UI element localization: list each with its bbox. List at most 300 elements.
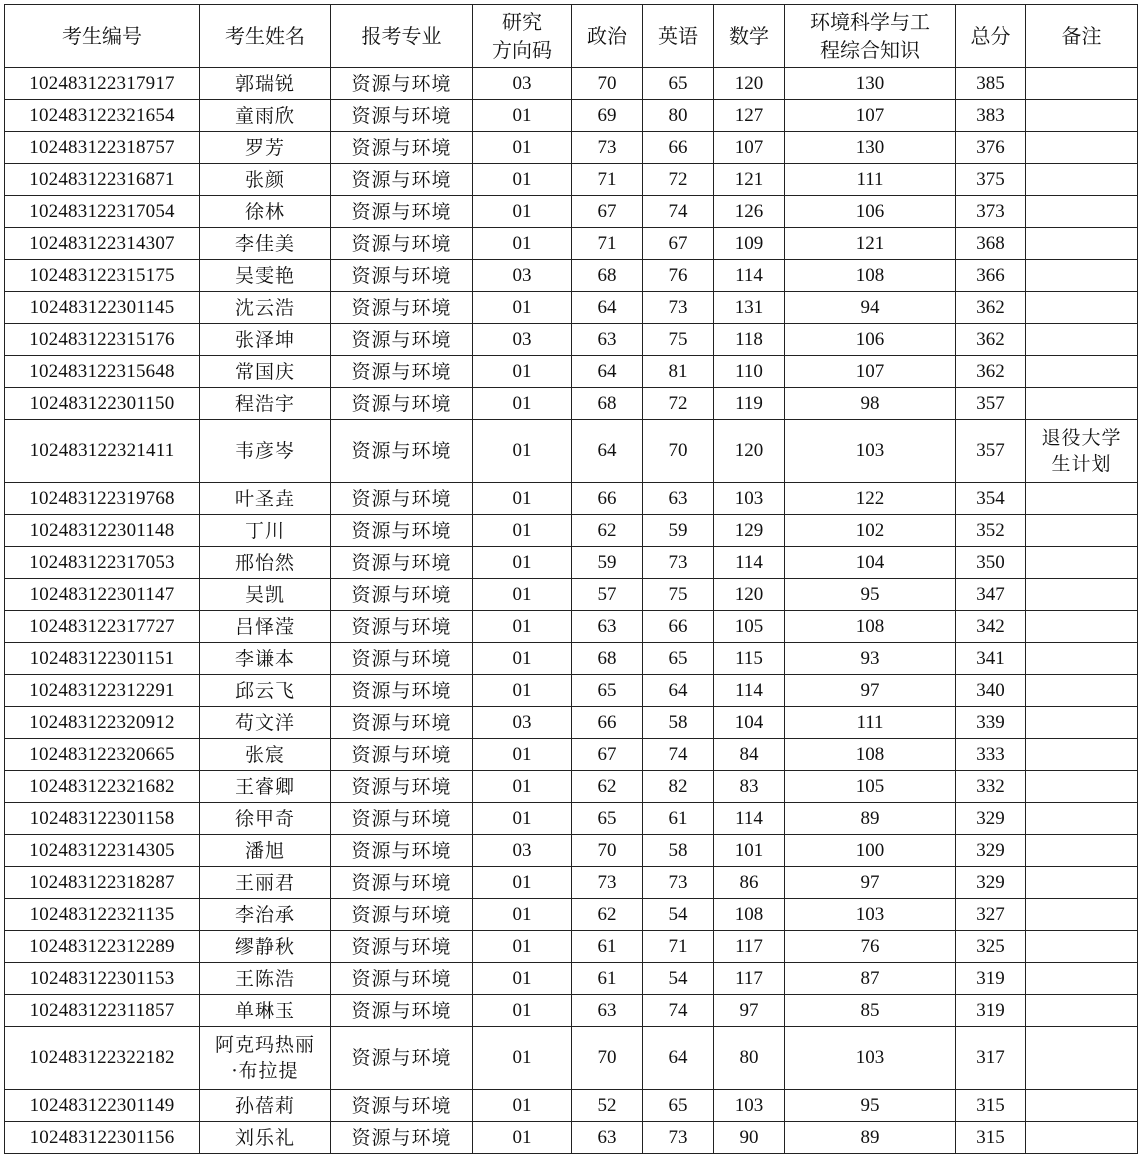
cell-total-score: 315 <box>956 1122 1026 1154</box>
cell-note <box>1026 547 1138 579</box>
cell-politics-score: 64 <box>572 356 643 388</box>
cell-english-score: 63 <box>643 483 714 515</box>
cell-candidate-id: 102483122316871 <box>5 164 200 196</box>
cell-total-score: 354 <box>956 483 1026 515</box>
cell-major: 资源与环境 <box>331 739 473 771</box>
cell-math-score: 103 <box>714 1090 785 1122</box>
cell-note <box>1026 292 1138 324</box>
cell-candidate-id: 102483122314305 <box>5 835 200 867</box>
table-row <box>5 292 1138 324</box>
cell-specialty-score: 106 <box>785 324 956 356</box>
cell-specialty-score: 89 <box>785 803 956 835</box>
cell-specialty-score: 106 <box>785 196 956 228</box>
cell-major: 资源与环境 <box>331 867 473 899</box>
cell-specialty-score: 87 <box>785 963 956 995</box>
table-row <box>5 483 1138 515</box>
cell-candidate-id: 102483122312291 <box>5 675 200 707</box>
cell-candidate-name: 邱云飞 <box>200 675 331 707</box>
table-row <box>5 771 1138 803</box>
cell-direction-code: 03 <box>473 68 572 100</box>
cell-major: 资源与环境 <box>331 835 473 867</box>
cell-english-score: 73 <box>643 867 714 899</box>
cell-math-score: 114 <box>714 547 785 579</box>
cell-specialty-score: 89 <box>785 1122 956 1154</box>
cell-candidate-name: 罗芳 <box>200 132 331 164</box>
header-math: 数学 <box>714 5 785 68</box>
cell-direction-code: 01 <box>473 292 572 324</box>
cell-direction-code: 01 <box>473 196 572 228</box>
table-row <box>5 835 1138 867</box>
cell-english-score: 73 <box>643 1122 714 1154</box>
cell-text-line: 退役大学 <box>1041 427 1122 449</box>
cell-english-score: 54 <box>643 963 714 995</box>
cell-math-score: 86 <box>714 867 785 899</box>
cell-major: 资源与环境 <box>331 803 473 835</box>
cell-english-score: 72 <box>643 164 714 196</box>
table-row <box>5 931 1138 963</box>
cell-candidate-name: 王睿卿 <box>200 771 331 803</box>
cell-politics-score: 65 <box>572 675 643 707</box>
cell-specialty-score: 111 <box>785 164 956 196</box>
cell-politics-score: 67 <box>572 196 643 228</box>
cell-english-score: 65 <box>643 68 714 100</box>
header-english: 英语 <box>643 5 714 68</box>
cell-total-score: 383 <box>956 100 1026 132</box>
cell-major: 资源与环境 <box>331 995 473 1027</box>
cell-major: 资源与环境 <box>331 899 473 931</box>
cell-candidate-name: 潘旭 <box>200 835 331 867</box>
cell-english-score: 71 <box>643 931 714 963</box>
cell-candidate-id: 102483122319768 <box>5 483 200 515</box>
cell-note <box>1026 164 1138 196</box>
cell-math-score: 120 <box>714 68 785 100</box>
header-specialty-line2: 程综合知识 <box>820 38 920 62</box>
cell-math-score: 105 <box>714 611 785 643</box>
cell-major: 资源与环境 <box>331 963 473 995</box>
cell-math-score: 110 <box>714 356 785 388</box>
cell-math-score: 108 <box>714 899 785 931</box>
table-row <box>5 643 1138 675</box>
cell-candidate-name: 单琳玉 <box>200 995 331 1027</box>
cell-note <box>1026 420 1138 483</box>
cell-text-line: 阿克玛热丽 <box>214 1034 315 1056</box>
cell-direction-code: 01 <box>473 995 572 1027</box>
cell-politics-score: 66 <box>572 483 643 515</box>
cell-direction-code: 01 <box>473 228 572 260</box>
cell-total-score: 350 <box>956 547 1026 579</box>
cell-math-score: 118 <box>714 324 785 356</box>
cell-candidate-id: 102483122314307 <box>5 228 200 260</box>
cell-math-score: 126 <box>714 196 785 228</box>
cell-major: 资源与环境 <box>331 643 473 675</box>
cell-english-score: 76 <box>643 260 714 292</box>
cell-direction-code: 01 <box>473 100 572 132</box>
cell-note <box>1026 803 1138 835</box>
cell-note <box>1026 835 1138 867</box>
cell-note <box>1026 515 1138 547</box>
cell-total-score: 362 <box>956 292 1026 324</box>
cell-specialty-score: 122 <box>785 483 956 515</box>
cell-total-score: 329 <box>956 867 1026 899</box>
cell-specialty-score: 97 <box>785 675 956 707</box>
cell-major: 资源与环境 <box>331 579 473 611</box>
header-direction <box>473 5 572 68</box>
cell-specialty-score: 108 <box>785 611 956 643</box>
cell-total-score: 333 <box>956 739 1026 771</box>
cell-note <box>1026 1122 1138 1154</box>
cell-candidate-id: 102483122312289 <box>5 931 200 963</box>
cell-math-score: 119 <box>714 388 785 420</box>
cell-math-score: 101 <box>714 835 785 867</box>
cell-candidate-id: 102483122301151 <box>5 643 200 675</box>
cell-text-line: ·布拉提 <box>231 1060 299 1082</box>
cell-total-score: 376 <box>956 132 1026 164</box>
table-row <box>5 420 1138 483</box>
cell-math-score: 114 <box>714 675 785 707</box>
cell-specialty-score: 95 <box>785 1090 956 1122</box>
cell-english-score: 67 <box>643 228 714 260</box>
cell-note <box>1026 100 1138 132</box>
cell-candidate-name: 吴雯艳 <box>200 260 331 292</box>
cell-direction-code: 01 <box>473 1090 572 1122</box>
table-row <box>5 707 1138 739</box>
cell-english-score: 74 <box>643 995 714 1027</box>
cell-english-score: 61 <box>643 803 714 835</box>
cell-major: 资源与环境 <box>331 547 473 579</box>
cell-specialty-score: 130 <box>785 68 956 100</box>
cell-candidate-name: 吴凯 <box>200 579 331 611</box>
cell-total-score: 342 <box>956 611 1026 643</box>
cell-candidate-id: 102483122317917 <box>5 68 200 100</box>
cell-total-score: 329 <box>956 803 1026 835</box>
cell-major: 资源与环境 <box>331 100 473 132</box>
cell-candidate-id: 102483122301145 <box>5 292 200 324</box>
table-row <box>5 356 1138 388</box>
cell-politics-score: 67 <box>572 739 643 771</box>
cell-total-score: 385 <box>956 68 1026 100</box>
cell-note <box>1026 483 1138 515</box>
table-row <box>5 579 1138 611</box>
cell-total-score: 319 <box>956 963 1026 995</box>
table-row <box>5 739 1138 771</box>
cell-major: 资源与环境 <box>331 707 473 739</box>
table-row <box>5 196 1138 228</box>
cell-english-score: 66 <box>643 132 714 164</box>
header-direction-line1: 研究 <box>502 10 542 34</box>
cell-politics-score: 68 <box>572 388 643 420</box>
cell-candidate-name: 李佳美 <box>200 228 331 260</box>
cell-total-score: 317 <box>956 1027 1026 1090</box>
cell-total-score: 347 <box>956 579 1026 611</box>
cell-candidate-id: 102483122317053 <box>5 547 200 579</box>
cell-english-score: 73 <box>643 292 714 324</box>
cell-candidate-name: 王丽君 <box>200 867 331 899</box>
header-direction-line2: 方向码 <box>492 38 552 62</box>
cell-note <box>1026 356 1138 388</box>
cell-math-score: 107 <box>714 132 785 164</box>
cell-major: 资源与环境 <box>331 515 473 547</box>
cell-total-score: 341 <box>956 643 1026 675</box>
cell-note <box>1026 611 1138 643</box>
cell-candidate-id: 102483122301150 <box>5 388 200 420</box>
cell-specialty-score: 98 <box>785 388 956 420</box>
cell-english-score: 64 <box>643 675 714 707</box>
cell-note <box>1026 260 1138 292</box>
cell-english-score: 54 <box>643 899 714 931</box>
cell-candidate-id: 102483122301147 <box>5 579 200 611</box>
table-row <box>5 995 1138 1027</box>
cell-english-score: 65 <box>643 643 714 675</box>
cell-politics-score: 73 <box>572 132 643 164</box>
cell-english-score: 74 <box>643 739 714 771</box>
cell-note <box>1026 1090 1138 1122</box>
cell-candidate-name: 郭瑞锐 <box>200 68 331 100</box>
cell-candidate-id: 102483122315648 <box>5 356 200 388</box>
cell-note <box>1026 68 1138 100</box>
cell-direction-code: 01 <box>473 164 572 196</box>
cell-specialty-score: 108 <box>785 260 956 292</box>
cell-direction-code: 03 <box>473 835 572 867</box>
cell-math-score: 114 <box>714 803 785 835</box>
cell-direction-code: 01 <box>473 899 572 931</box>
cell-politics-score: 70 <box>572 1027 643 1090</box>
cell-math-score: 120 <box>714 420 785 483</box>
cell-major: 资源与环境 <box>331 196 473 228</box>
cell-note <box>1026 675 1138 707</box>
cell-english-score: 58 <box>643 835 714 867</box>
cell-english-score: 72 <box>643 388 714 420</box>
table-row <box>5 547 1138 579</box>
cell-math-score: 131 <box>714 292 785 324</box>
cell-math-score: 83 <box>714 771 785 803</box>
cell-english-score: 64 <box>643 1027 714 1090</box>
cell-total-score: 327 <box>956 899 1026 931</box>
cell-english-score: 75 <box>643 324 714 356</box>
cell-politics-score: 63 <box>572 611 643 643</box>
cell-direction-code: 01 <box>473 643 572 675</box>
cell-candidate-name: 缪静秋 <box>200 931 331 963</box>
cell-major: 资源与环境 <box>331 420 473 483</box>
cell-total-score: 339 <box>956 707 1026 739</box>
cell-candidate-id: 102483122317727 <box>5 611 200 643</box>
cell-politics-score: 62 <box>572 899 643 931</box>
cell-english-score: 73 <box>643 547 714 579</box>
cell-politics-score: 71 <box>572 228 643 260</box>
cell-major: 资源与环境 <box>331 611 473 643</box>
cell-major: 资源与环境 <box>331 260 473 292</box>
cell-candidate-name: 程浩宇 <box>200 388 331 420</box>
cell-specialty-score: 97 <box>785 867 956 899</box>
cell-major: 资源与环境 <box>331 771 473 803</box>
cell-candidate-name: 李治承 <box>200 899 331 931</box>
cell-math-score: 109 <box>714 228 785 260</box>
cell-politics-score: 68 <box>572 260 643 292</box>
cell-candidate-name: 童雨欣 <box>200 100 331 132</box>
table-row <box>5 260 1138 292</box>
cell-math-score: 117 <box>714 963 785 995</box>
table-row <box>5 675 1138 707</box>
cell-candidate-id: 102483122311857 <box>5 995 200 1027</box>
cell-specialty-score: 103 <box>785 420 956 483</box>
header-politics: 政治 <box>572 5 643 68</box>
cell-specialty-score: 103 <box>785 1027 956 1090</box>
cell-specialty-score: 102 <box>785 515 956 547</box>
cell-candidate-id: 102483122317054 <box>5 196 200 228</box>
cell-candidate-name: 常国庆 <box>200 356 331 388</box>
table-row <box>5 867 1138 899</box>
cell-specialty-score: 111 <box>785 707 956 739</box>
cell-note <box>1026 771 1138 803</box>
cell-english-score: 80 <box>643 100 714 132</box>
cell-math-score: 115 <box>714 643 785 675</box>
cell-total-score: 329 <box>956 835 1026 867</box>
cell-direction-code: 01 <box>473 579 572 611</box>
cell-total-score: 340 <box>956 675 1026 707</box>
cell-major: 资源与环境 <box>331 1027 473 1090</box>
cell-math-score: 90 <box>714 1122 785 1154</box>
table-row <box>5 68 1138 100</box>
cell-major: 资源与环境 <box>331 675 473 707</box>
cell-major: 资源与环境 <box>331 68 473 100</box>
cell-politics-score: 61 <box>572 931 643 963</box>
cell-major: 资源与环境 <box>331 164 473 196</box>
table-body <box>5 68 1138 1154</box>
cell-candidate-id: 102483122321135 <box>5 899 200 931</box>
cell-note <box>1026 324 1138 356</box>
cell-note <box>1026 196 1138 228</box>
cell-major: 资源与环境 <box>331 132 473 164</box>
header-specialty <box>785 5 956 68</box>
cell-direction-code: 01 <box>473 356 572 388</box>
cell-direction-code: 01 <box>473 963 572 995</box>
table-row <box>5 388 1138 420</box>
cell-math-score: 127 <box>714 100 785 132</box>
cell-total-score: 352 <box>956 515 1026 547</box>
cell-note <box>1026 707 1138 739</box>
cell-note <box>1026 388 1138 420</box>
table-row <box>5 1090 1138 1122</box>
cell-candidate-id: 102483122315175 <box>5 260 200 292</box>
cell-candidate-name: 邢怡然 <box>200 547 331 579</box>
cell-major: 资源与环境 <box>331 292 473 324</box>
cell-total-score: 319 <box>956 995 1026 1027</box>
cell-specialty-score: 93 <box>785 643 956 675</box>
cell-math-score: 103 <box>714 483 785 515</box>
cell-specialty-score: 103 <box>785 899 956 931</box>
cell-candidate-id: 102483122321411 <box>5 420 200 483</box>
cell-note <box>1026 931 1138 963</box>
table-row <box>5 611 1138 643</box>
cell-specialty-score: 105 <box>785 771 956 803</box>
table-row <box>5 164 1138 196</box>
cell-specialty-score: 107 <box>785 356 956 388</box>
cell-specialty-score: 85 <box>785 995 956 1027</box>
cell-total-score: 357 <box>956 420 1026 483</box>
cell-candidate-name: 徐甲奇 <box>200 803 331 835</box>
cell-politics-score: 63 <box>572 324 643 356</box>
cell-direction-code: 01 <box>473 483 572 515</box>
cell-politics-score: 61 <box>572 963 643 995</box>
cell-politics-score: 70 <box>572 68 643 100</box>
cell-candidate-id: 102483122318287 <box>5 867 200 899</box>
cell-math-score: 104 <box>714 707 785 739</box>
cell-specialty-score: 95 <box>785 579 956 611</box>
cell-math-score: 114 <box>714 260 785 292</box>
cell-candidate-name: 苟文洋 <box>200 707 331 739</box>
cell-candidate-name: 徐林 <box>200 196 331 228</box>
cell-major: 资源与环境 <box>331 324 473 356</box>
cell-specialty-score: 94 <box>785 292 956 324</box>
cell-note <box>1026 579 1138 611</box>
cell-direction-code: 01 <box>473 1027 572 1090</box>
cell-total-score: 368 <box>956 228 1026 260</box>
cell-candidate-name <box>200 1027 331 1090</box>
header-id: 考生编号 <box>5 5 200 68</box>
cell-direction-code: 01 <box>473 867 572 899</box>
cell-major: 资源与环境 <box>331 356 473 388</box>
cell-direction-code: 03 <box>473 324 572 356</box>
cell-major: 资源与环境 <box>331 931 473 963</box>
cell-note <box>1026 899 1138 931</box>
cell-politics-score: 63 <box>572 995 643 1027</box>
cell-candidate-id: 102483122301148 <box>5 515 200 547</box>
cell-direction-code: 01 <box>473 803 572 835</box>
cell-direction-code: 01 <box>473 771 572 803</box>
cell-politics-score: 71 <box>572 164 643 196</box>
cell-total-score: 375 <box>956 164 1026 196</box>
cell-politics-score: 62 <box>572 771 643 803</box>
cell-candidate-name: 叶圣垚 <box>200 483 331 515</box>
cell-candidate-id: 102483122321682 <box>5 771 200 803</box>
cell-major: 资源与环境 <box>331 228 473 260</box>
cell-politics-score: 65 <box>572 803 643 835</box>
cell-english-score: 58 <box>643 707 714 739</box>
cell-direction-code: 01 <box>473 931 572 963</box>
cell-candidate-id: 102483122301149 <box>5 1090 200 1122</box>
cell-specialty-score: 108 <box>785 739 956 771</box>
cell-candidate-id: 102483122318757 <box>5 132 200 164</box>
cell-english-score: 66 <box>643 611 714 643</box>
cell-major: 资源与环境 <box>331 1090 473 1122</box>
header-note: 备注 <box>1026 5 1138 68</box>
cell-direction-code: 01 <box>473 611 572 643</box>
cell-total-score: 332 <box>956 771 1026 803</box>
cell-direction-code: 01 <box>473 515 572 547</box>
cell-specialty-score: 100 <box>785 835 956 867</box>
cell-candidate-id: 102483122301158 <box>5 803 200 835</box>
cell-politics-score: 70 <box>572 835 643 867</box>
cell-note <box>1026 867 1138 899</box>
cell-candidate-name: 丁川 <box>200 515 331 547</box>
cell-math-score: 117 <box>714 931 785 963</box>
cell-english-score: 59 <box>643 515 714 547</box>
header-specialty-line1: 环境科学与工 <box>810 10 930 34</box>
cell-politics-score: 64 <box>572 292 643 324</box>
table-row <box>5 963 1138 995</box>
cell-candidate-id: 102483122301156 <box>5 1122 200 1154</box>
cell-text-line: 生计划 <box>1051 453 1112 475</box>
cell-direction-code: 01 <box>473 547 572 579</box>
cell-politics-score: 57 <box>572 579 643 611</box>
cell-note <box>1026 739 1138 771</box>
cell-candidate-name: 吕怿滢 <box>200 611 331 643</box>
cell-candidate-name: 张颜 <box>200 164 331 196</box>
cell-note <box>1026 643 1138 675</box>
cell-candidate-name: 孙蓓莉 <box>200 1090 331 1122</box>
header-name: 考生姓名 <box>200 5 331 68</box>
table-row <box>5 1027 1138 1090</box>
cell-direction-code: 03 <box>473 260 572 292</box>
